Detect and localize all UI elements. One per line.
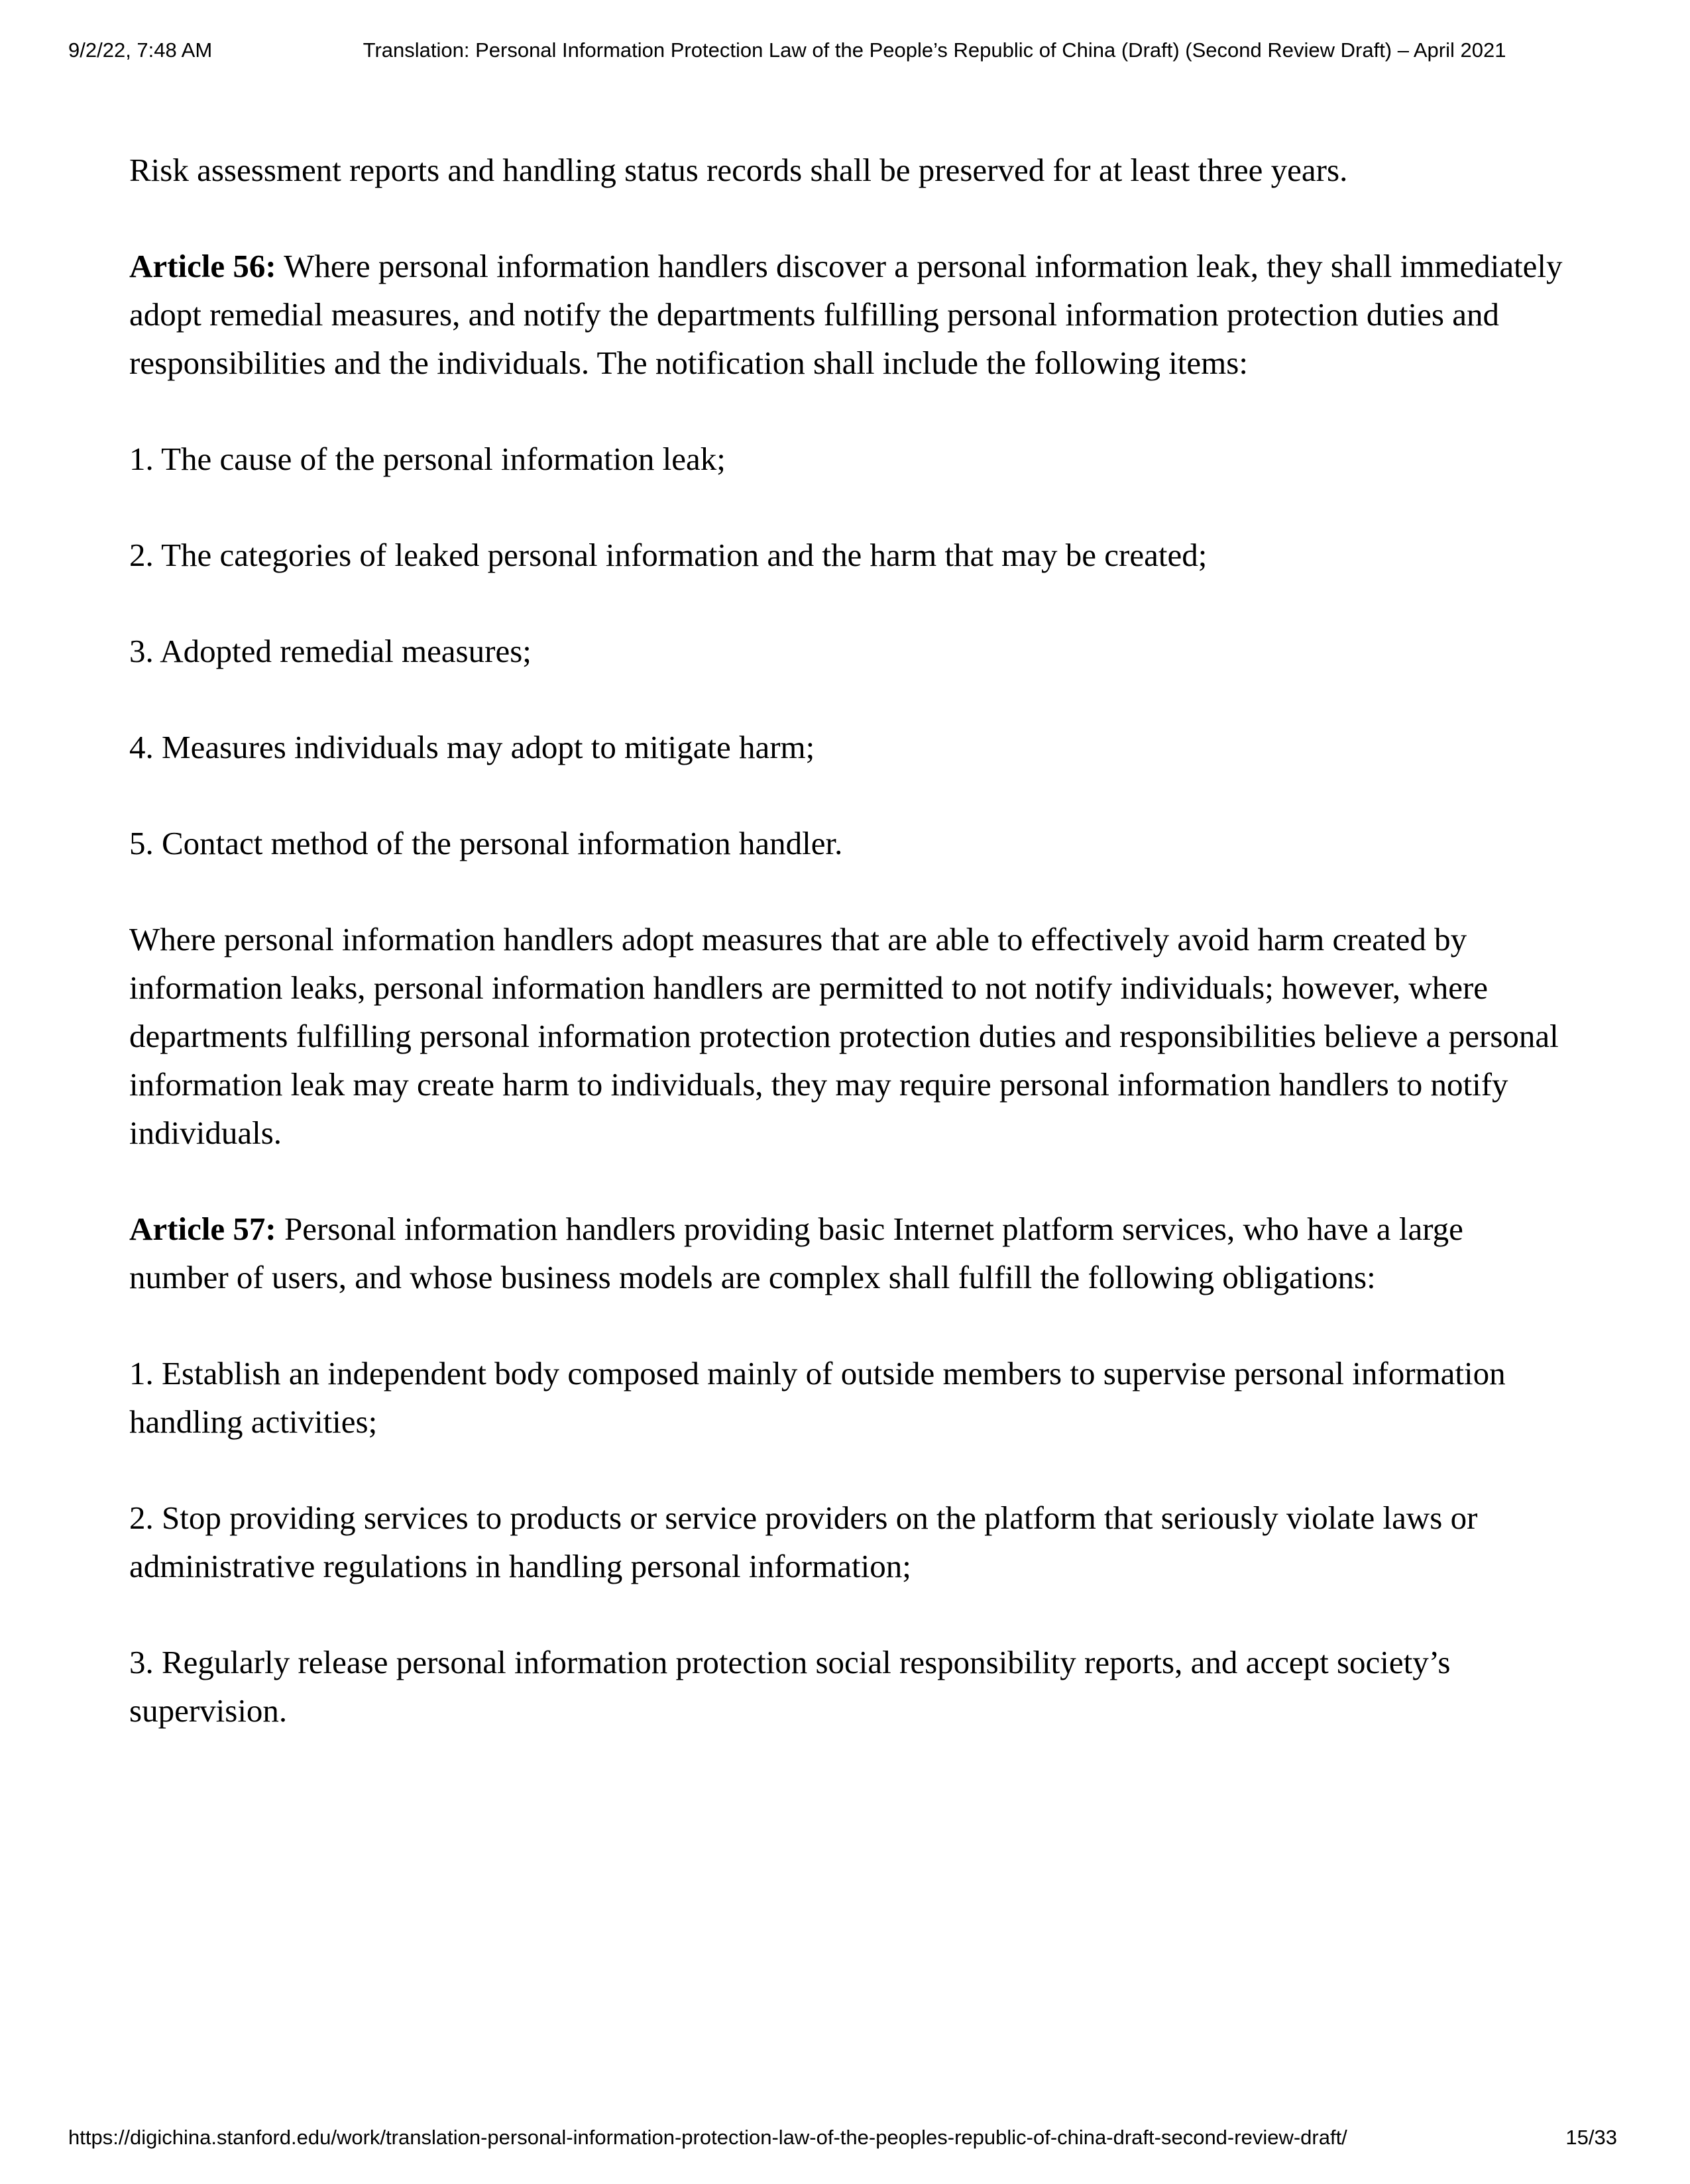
paragraph: Article 56: Where personal information handlers discover a personal information leak, they shall immediately adopt remedial measures, and notify the departments fulfilling personal information protection duties and responsibilities and the individuals. The notification shall include the following items: (129, 248, 1563, 381)
paragraph: 1. Establish an independent body composed mainly of outside members to supervise personal information handling activities; (129, 1355, 1506, 1440)
paragraph: 1. The cause of the personal information leak; (129, 441, 726, 477)
document-body (129, 146, 1567, 1782)
print-footer (68, 2126, 1617, 2150)
footer-url: https://digichina.stanford.edu/work/translation-personal-information-protection-law-of-the-peoples-republic-of-china-draft-second-review-draft/ (68, 2126, 1347, 2149)
article-label: Article 57: (129, 1211, 276, 1247)
header-title: Translation: Personal Information Protection Law of the People’s Republic of China (Draft) (Second Review Draft) – April 2021 (363, 38, 1506, 62)
paragraph: 5. Contact method of the personal information handler. (129, 825, 843, 861)
footer-page-number: 15/33 (1565, 2126, 1617, 2149)
paragraph: Article 57: Personal information handlers providing basic Internet platform services, who have a large number of users, and whose business models are complex shall fulfill the following obligations: (129, 1211, 1463, 1295)
paragraph: 3. Adopted remedial measures; (129, 633, 532, 669)
paragraph: Risk assessment reports and handling status records shall be preserved for at least three years. (129, 152, 1348, 188)
paragraph: 2. The categories of leaked personal information and the harm that may be created; (129, 537, 1208, 573)
paragraph: 4. Measures individuals may adopt to mitigate harm; (129, 729, 815, 765)
paragraph: Where personal information handlers adopt measures that are able to effectively avoid harm created by information leaks, personal information handlers are permitted to not notify individuals; however, where departments fulfilling personal information protection protection duties and responsibilities believe a personal information leak may create harm to individuals, they may require personal information handlers to notify individuals. (129, 921, 1559, 1151)
article-label: Article 56: (129, 248, 276, 284)
paragraph: 3. Regularly release personal information protection social responsibility reports, and accept society’s supervision. (129, 1644, 1451, 1729)
print-header (68, 38, 1617, 62)
header-datetime: 9/2/22, 7:48 AM (68, 38, 213, 62)
paragraph: 2. Stop providing services to products or service providers on the platform that seriously violate laws or administrative regulations in handling personal information; (129, 1500, 1478, 1584)
